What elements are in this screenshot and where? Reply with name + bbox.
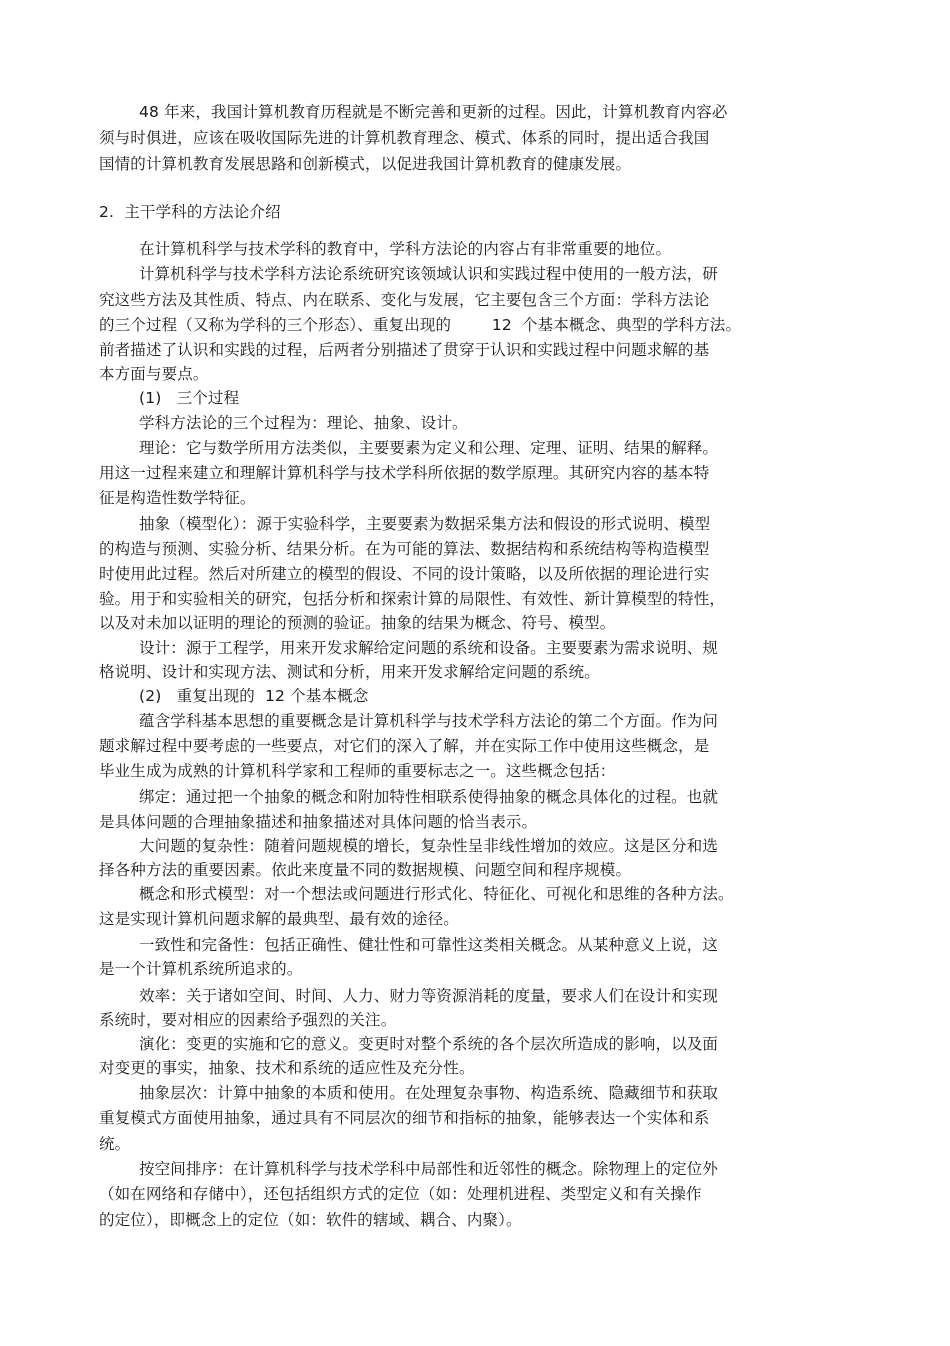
text-line: 毕业生成为成熟的计算机科学家和工程师的重要标志之一。这些概念包括： <box>99 762 616 780</box>
text-line: 以及对未加以证明的理论的预测的验证。抽象的结果为概念、符号、模型。 <box>99 614 616 632</box>
text-line: 在计算机科学与技术学科的教育中，学科方法论的内容占有非常重要的地位。 <box>139 240 672 258</box>
text-line: 用这一过程来建立和理解计算机科学与技术学科所依据的数学原理。其研究内容的基本特 <box>99 464 710 482</box>
text-line: 按空间排序：在计算机科学与技术学科中局部性和近邻性的概念。除物理上的定位外 <box>139 1160 719 1178</box>
text-line: 前者描述了认识和实践的过程，后两者分别描述了贯穿于认识和实践过程中问题求解的基 <box>99 341 710 359</box>
text-line: 的构造与预测、实验分析、结果分析。在为可能的算法、数据结构和系统结构等构造模型 <box>99 540 710 558</box>
text-line: 征是构造性数学特征。 <box>99 489 256 507</box>
text-line: 验。用于和实验相关的研究，包括分析和探索计算的局限性、有效性、新计算模型的特性， <box>99 590 726 608</box>
text-line: （如在网络和存储中），还包括组织方式的定位（如：处理机进程、类型定义和有关操作 <box>99 1185 702 1203</box>
text-line: 的定位），即概念上的定位（如：软件的辖域、耦合、内聚）。 <box>99 1211 522 1229</box>
text-line: 大问题的复杂性：随着问题规模的增长，复杂性呈非线性增加的效应。这是区分和选 <box>139 837 719 855</box>
text-line: 国情的计算机教育发展思路和创新模式，以促进我国计算机教育的健康发展。 <box>99 155 632 173</box>
text-line: 效率：关于诸如空间、时间、人力、财力等资源消耗的度量，要求人们在设计和实现 <box>139 987 719 1005</box>
text-line: 一致性和完备性：包括正确性、健壮性和可靠性这类相关概念。从某种意义上说，这 <box>139 936 719 954</box>
text-line: 统。 <box>99 1135 131 1153</box>
subsection-heading: (1) 三个过程 <box>139 389 240 407</box>
text-line: 对变更的事实，抽象、技术和系统的适应性及充分性。 <box>99 1059 475 1077</box>
text-line: 学科方法论的三个过程为：理论、抽象、设计。 <box>139 414 468 432</box>
text-line: 计算机科学与技术学科方法论系统研究该领域认识和实践过程中使用的一般方法，研 <box>139 265 719 283</box>
text-line: 是具体问题的合理抽象描述和抽象描述对具体问题的恰当表示。 <box>99 813 538 831</box>
text-line: 须与时俱进，应该在吸收国际先进的计算机教育理念、模式、体系的同时，提出适合我国 <box>99 129 710 147</box>
text-line: 抽象层次：计算中抽象的本质和使用。在处理复杂事物、构造系统、隐藏细节和获取 <box>139 1084 719 1102</box>
text-line: 概念和形式模型：对一个想法或问题进行形式化、特征化、可视化和思维的各种方法。 <box>139 885 734 903</box>
text-line: 这是实现计算机问题求解的最典型、最有效的途径。 <box>99 910 459 928</box>
text-line: 究这些方法及其性质、特点、内在联系、变化与发展，它主要包含三个方面：学科方法论 <box>99 291 710 309</box>
text-line: 重复模式方面使用抽象，通过具有不同层次的细节和指标的抽象，能够表达一个实体和系 <box>99 1109 710 1127</box>
text-line: 设计：源于工程学，用来开发求解给定问题的系统和设备。主要要素为需求说明、规 <box>139 639 719 657</box>
text-line: 是一个计算机系统所追求的。 <box>99 960 303 978</box>
text-line: 本方面与要点。 <box>99 365 209 383</box>
text-line: 演化：变更的实施和它的意义。变更时对整个系统的各个层次所造成的影响，以及面 <box>139 1035 719 1053</box>
text-line: 蕴含学科基本思想的重要概念是计算机科学与技术学科方法论的第二个方面。作为问 <box>139 712 719 730</box>
text-line: 题求解过程中要考虑的一些要点，对它们的深入了解，并在实际工作中使用这些概念，是 <box>99 737 710 755</box>
text-line: 理论：它与数学所用方法类似，主要要素为定义和公理、定理、证明、结果的解释。 <box>139 439 719 457</box>
subsection-heading: (2) 重复出现的 12 个基本概念 <box>139 687 369 705</box>
text-line: 系统时，要对相应的因素给予强烈的关注。 <box>99 1011 397 1029</box>
text-line: 择各种方法的重要因素。依此来度量不同的数据规模、问题空间和程序规模。 <box>99 861 632 879</box>
text-line: 时使用此过程。然后对所建立的模型的假设、不同的设计策略，以及所依据的理论进行实 <box>99 565 710 583</box>
text-line: 格说明、设计和实现方法、测试和分析，用来开发求解给定问题的系统。 <box>99 663 600 681</box>
text-line: 绑定：通过把一个抽象的概念和附加特性相联系使得抽象的概念具体化的过程。也就 <box>139 788 719 806</box>
text-line: 抽象（模型化）：源于实验科学，主要要素为数据采集方法和假设的形式说明、模型 <box>139 515 711 533</box>
text-line: 的三个过程（又称为学科的三个形态）、重复出现的 12 个基本概念、典型的学科方法。 <box>99 316 742 334</box>
text-line: 48 年来，我国计算机教育历程就是不断完善和更新的过程。因此，计算机教育内容必 <box>139 103 728 121</box>
section-heading: 2. 主干学科的方法论介绍 <box>99 203 281 221</box>
